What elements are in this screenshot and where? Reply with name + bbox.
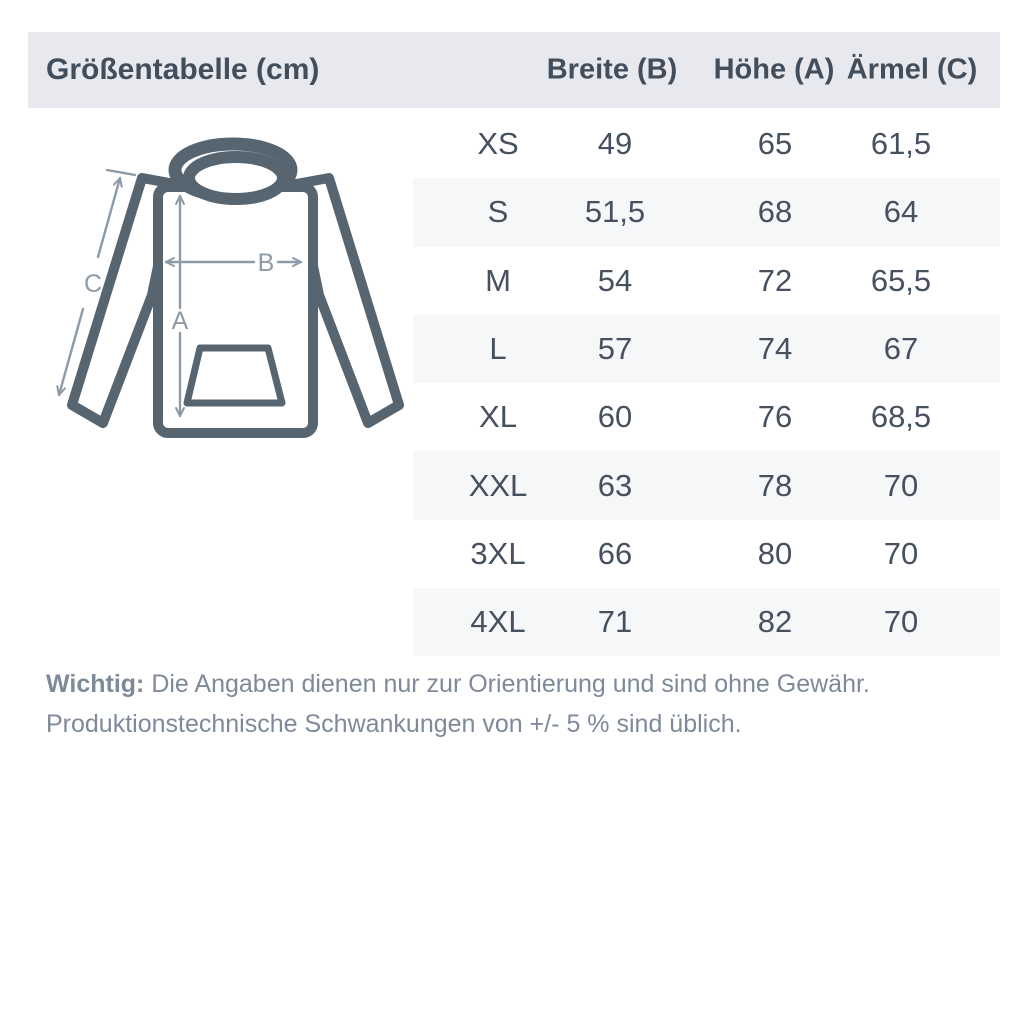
aermel-value: 67	[883, 331, 919, 367]
page-title: Größentabelle (cm)	[46, 53, 320, 86]
breite-value: 57	[597, 331, 633, 367]
size-label: L	[489, 331, 507, 367]
column-header-hoehe: Höhe (A)	[713, 53, 835, 86]
breite-value: 71	[597, 604, 633, 640]
hoodie-hood-inner	[189, 157, 283, 199]
disclaimer-note	[46, 664, 996, 744]
breite-value: 63	[597, 467, 633, 503]
aermel-value: 65,5	[870, 262, 932, 298]
size-label: XS	[477, 126, 519, 162]
size-label: 3XL	[470, 535, 526, 571]
size-table	[413, 110, 1000, 656]
arrow-c-tick	[107, 170, 135, 175]
breite-value: 51,5	[584, 194, 646, 230]
aermel-value: 70	[883, 467, 919, 503]
label-c: C	[83, 270, 103, 298]
aermel-value: 61,5	[870, 126, 932, 162]
hoehe-value: 74	[757, 331, 793, 367]
hoodie-diagram-icon	[50, 132, 410, 452]
header-band	[28, 32, 1000, 108]
aermel-value: 70	[883, 604, 919, 640]
aermel-value: 70	[883, 535, 919, 571]
note-line1: Die Angaben dienen nur zur Orientierung und sind ohne Gewähr.	[151, 670, 870, 698]
table-row-xxl	[413, 451, 1000, 519]
table-row-4xl	[413, 588, 1000, 656]
hoehe-value: 76	[757, 399, 793, 435]
hoehe-value: 72	[757, 262, 793, 298]
table-row-l	[413, 315, 1000, 383]
hoehe-value: 80	[757, 535, 793, 571]
hoodie-outline	[72, 144, 399, 433]
breite-value: 60	[597, 399, 633, 435]
size-label: S	[487, 194, 509, 230]
size-label: XXL	[468, 467, 528, 503]
table-row-xl	[413, 383, 1000, 451]
breite-value: 49	[597, 126, 633, 162]
table-row-m	[413, 247, 1000, 315]
size-label: 4XL	[470, 604, 526, 640]
hoehe-value: 68	[757, 194, 793, 230]
breite-value: 54	[597, 262, 633, 298]
breite-value: 66	[597, 535, 633, 571]
aermel-value: 68,5	[870, 399, 932, 435]
label-a: A	[171, 307, 189, 335]
hoodie-pocket	[187, 348, 282, 403]
column-header-aermel: Ärmel (C)	[846, 53, 978, 86]
note-label: Wichtig:	[46, 670, 145, 698]
size-label: M	[485, 262, 511, 298]
hoehe-value: 65	[757, 126, 793, 162]
size-label: XL	[479, 399, 517, 435]
table-row-xs	[413, 110, 1000, 178]
hoehe-value: 78	[757, 467, 793, 503]
table-row-s	[413, 178, 1000, 246]
note-line2: Produktionstechnische Schwankungen von +/- 5 % sind üblich.	[46, 710, 742, 738]
aermel-value: 64	[883, 194, 919, 230]
hoehe-value: 82	[757, 604, 793, 640]
table-row-3xl	[413, 520, 1000, 588]
label-b: B	[257, 249, 275, 277]
column-header-breite: Breite (B)	[546, 53, 678, 86]
